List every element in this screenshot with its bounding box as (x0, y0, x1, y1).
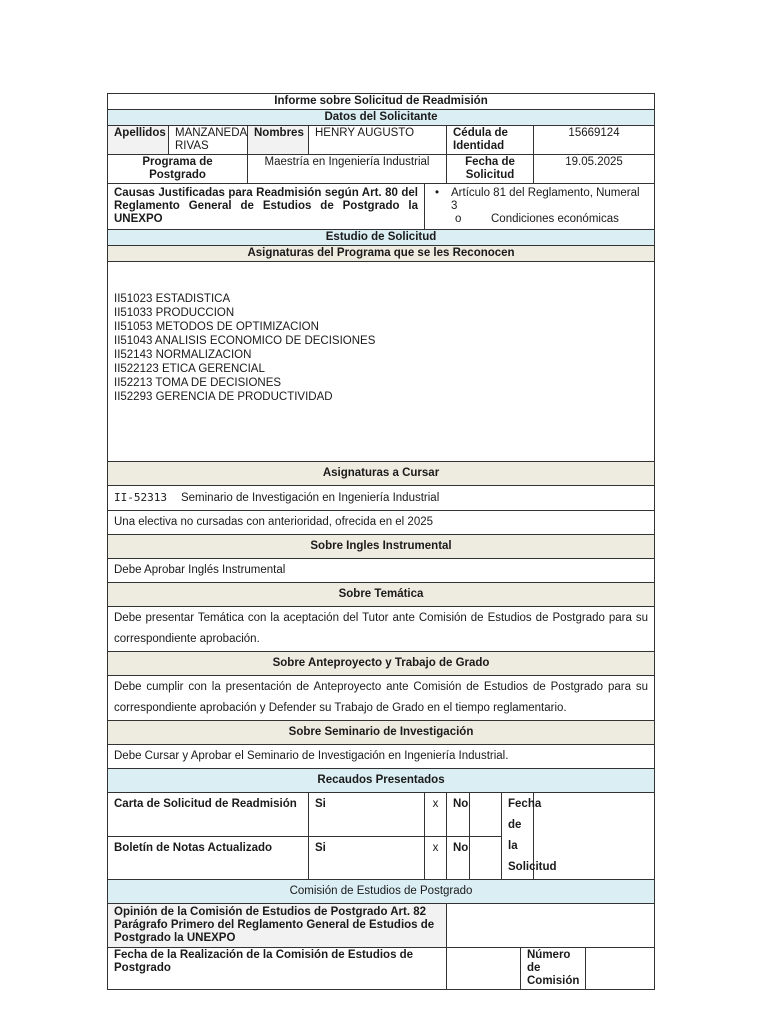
request-date-value: 19.05.2025 (534, 155, 655, 184)
causes-subitem-text: Condiciones económicas (491, 213, 619, 225)
readmission-report (107, 93, 654, 990)
course-name: Seminario de Investigación en Ingeniería Industrial (180, 492, 440, 504)
list-item: II522123 ETICA GERENCIAL (114, 363, 265, 375)
yes-label: Si (309, 836, 425, 880)
document-name: Boletín de Notas Actualizado (108, 836, 309, 880)
request-date-doc-label: Fecha de la Solicitud (502, 793, 534, 880)
list-item: II51053 METODOS DE OPTIMIZACION (114, 321, 319, 333)
commission-opinion-value (447, 904, 655, 948)
list-item: II52213 TOMA DE DECISIONES (114, 377, 282, 389)
surnames-value: MANZANEDA RIVAS (169, 126, 248, 155)
surnames-label: Apellidos (108, 126, 169, 155)
section-study-header: Estudio de Solicitud (108, 230, 655, 246)
section-recognized-header: Asignaturas del Programa que se les Reconocen (108, 246, 655, 262)
no-mark (470, 793, 502, 837)
bullet-glyph: • (435, 187, 440, 199)
commission-number-label: Número de Comisión (521, 948, 586, 990)
elective-note: Una electiva no cursadas con anterioridad, ofrecida en el 2025 (108, 511, 655, 535)
list-item: II51023 ESTADISTICA (114, 293, 231, 305)
commission-opinion-label: Opinión de la Comisión de Estudios de Postgrado Art. 82 Parágrafo Primero del Reglamento General de Estudios de Postgrado la UNEXPO (108, 904, 447, 948)
topic-text: Debe presentar Temática con la aceptación del Tutor ante Comisión de Estudios de Postgrado para su correspondiente aprobación. (108, 607, 655, 652)
commission-number-value (586, 948, 655, 990)
section-commission-header: Comisión de Estudios de Postgrado (108, 880, 655, 904)
names-value: HENRY AUGUSTO (309, 126, 447, 155)
no-mark (470, 836, 502, 880)
program-value: Maestría en Ingeniería Industrial (248, 155, 447, 184)
list-item: II51043 ANALISIS ECONOMICO DE DECISIONES (114, 335, 376, 347)
course-code: II-52313 (114, 491, 167, 504)
report-table (107, 93, 655, 990)
section-to-take-header: Asignaturas a Cursar (108, 462, 655, 486)
causes-item (431, 187, 648, 213)
course-to-take (108, 486, 655, 511)
section-project-header: Sobre Anteproyecto y Trabajo de Grado (108, 652, 655, 676)
names-label: Nombres (248, 126, 309, 155)
causes-label: Causas Justificadas para Readmisión según Art. 80 del Reglamento General de Estudios de Postgrado la UNEXPO (108, 184, 425, 230)
list-item: II51033 PRODUCCION (114, 307, 235, 319)
list-item: II52293 GERENCIA DE PRODUCTIVIDAD (114, 391, 333, 403)
yes-label: Si (309, 793, 425, 837)
commission-date-label: Fecha de la Realización de la Comisión de Estudios de Postgrado (108, 948, 447, 990)
english-text: Debe Aprobar Inglés Instrumental (108, 559, 655, 583)
request-date-label: Fecha de Solicitud (447, 155, 534, 184)
commission-date-value (447, 948, 521, 990)
section-documents-header: Recaudos Presentados (108, 769, 655, 793)
recognized-courses-list (108, 262, 655, 462)
section-applicant-header: Datos del Solicitante (108, 110, 655, 126)
program-label: Programa de Postgrado (108, 155, 248, 184)
yes-mark: x (425, 836, 447, 880)
section-english-header: Sobre Ingles Instrumental (108, 535, 655, 559)
seminar-text: Debe Cursar y Aprobar el Seminario de Investigación en Ingeniería Industrial. (108, 745, 655, 769)
yes-mark: x (425, 793, 447, 837)
no-label: No (447, 836, 470, 880)
causes-subitem (431, 213, 648, 226)
causes-list (425, 184, 655, 230)
list-item: II52143 NORMALIZACION (114, 349, 252, 361)
document-name: Carta de Solicitud de Readmisión (108, 793, 309, 837)
sub-bullet-glyph: o (455, 213, 462, 225)
id-card-label: Cédula de Identidad (447, 126, 534, 155)
report-title: Informe sobre Solicitud de Readmisión (108, 94, 655, 110)
causes-item-text: Artículo 81 del Reglamento, Numeral 3 (451, 187, 640, 212)
no-label: No (447, 793, 470, 837)
section-seminar-header: Sobre Seminario de Investigación (108, 721, 655, 745)
project-text: Debe cumplir con la presentación de Anteproyecto ante Comisión de Estudios de Postgrado para su correspondiente aprobación y Defender su Trabajo de Grado en el tiempo reglamentario. (108, 676, 655, 721)
id-card-value: 15669124 (534, 126, 655, 155)
section-topic-header: Sobre Temática (108, 583, 655, 607)
